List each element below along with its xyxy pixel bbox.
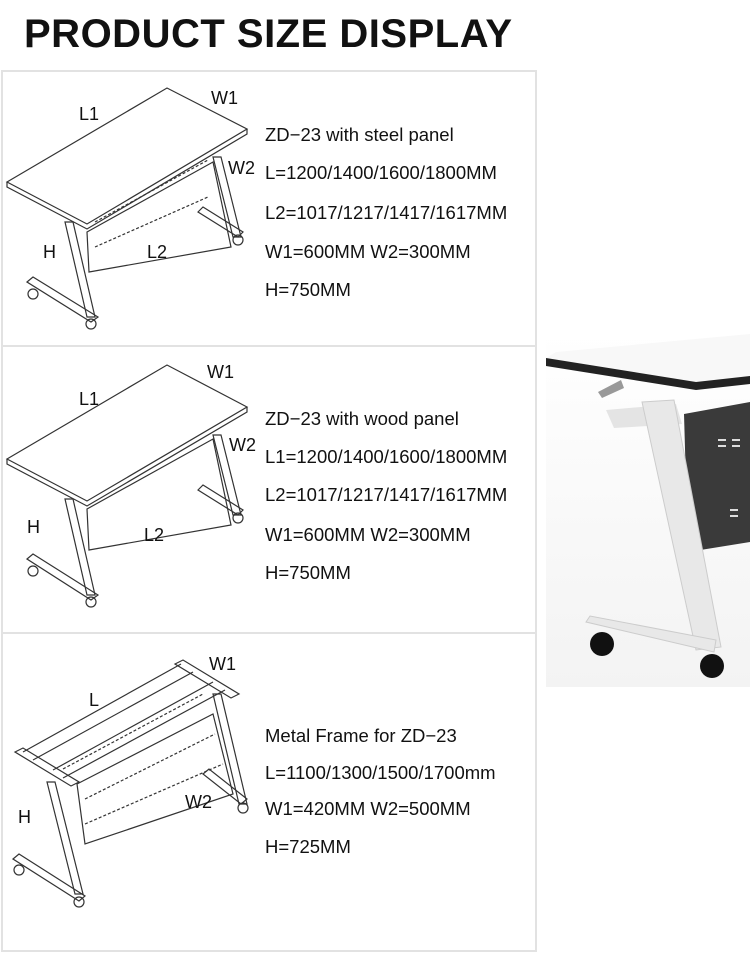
spec-line: ZD−23 with wood panel [265, 408, 459, 429]
l2-dimension-label: L2 [147, 242, 168, 262]
page-title: PRODUCT SIZE DISPLAY [24, 12, 513, 56]
w2-dimension-label: W2 [185, 792, 212, 812]
spec-line: L=1100/1300/1500/1700mm [265, 762, 496, 783]
spec-line: Metal Frame for ZD−23 [265, 725, 457, 746]
spec-line: W1=600MM W2=300MM [265, 524, 471, 545]
spec-line: H=750MM [265, 562, 351, 583]
h-dimension-label: H [27, 517, 40, 537]
h-dimension-label: H [43, 242, 56, 262]
table-leg-photo [546, 332, 750, 687]
spec-line: L2=1017/1217/1417/1617MM [265, 202, 508, 223]
metal-frame-spec-card [1, 632, 537, 952]
h-dimension-label: H [18, 807, 31, 827]
spec-line: L=1200/1400/1600/1800MM [265, 162, 497, 183]
l1-dimension-label: L1 [79, 389, 100, 409]
l-dimension-label: L [89, 690, 100, 710]
w1-dimension-label: W1 [211, 88, 238, 108]
spec-line: H=750MM [265, 279, 351, 300]
spec-line: W1=600MM W2=300MM [265, 241, 471, 262]
product-photo [546, 332, 750, 687]
steel-panel-spec-card [1, 70, 537, 347]
w1-dimension-label: W1 [209, 654, 236, 674]
spec-line: W1=420MM W2=500MM [265, 798, 471, 819]
wood-panel-spec-card [1, 345, 537, 634]
w1-dimension-label: W1 [207, 362, 234, 382]
spec-line: L2=1017/1217/1417/1617MM [265, 484, 508, 505]
spec-line: ZD−23 with steel panel [265, 124, 454, 145]
l2-dimension-label: L2 [144, 525, 165, 545]
w2-dimension-label: W2 [228, 158, 255, 178]
spec-line: H=725MM [265, 836, 351, 857]
spec-line: L1=1200/1400/1600/1800MM [265, 446, 508, 467]
l1-dimension-label: L1 [79, 104, 100, 124]
w2-dimension-label: W2 [229, 435, 256, 455]
metal-frame-drawing [3, 634, 539, 954]
